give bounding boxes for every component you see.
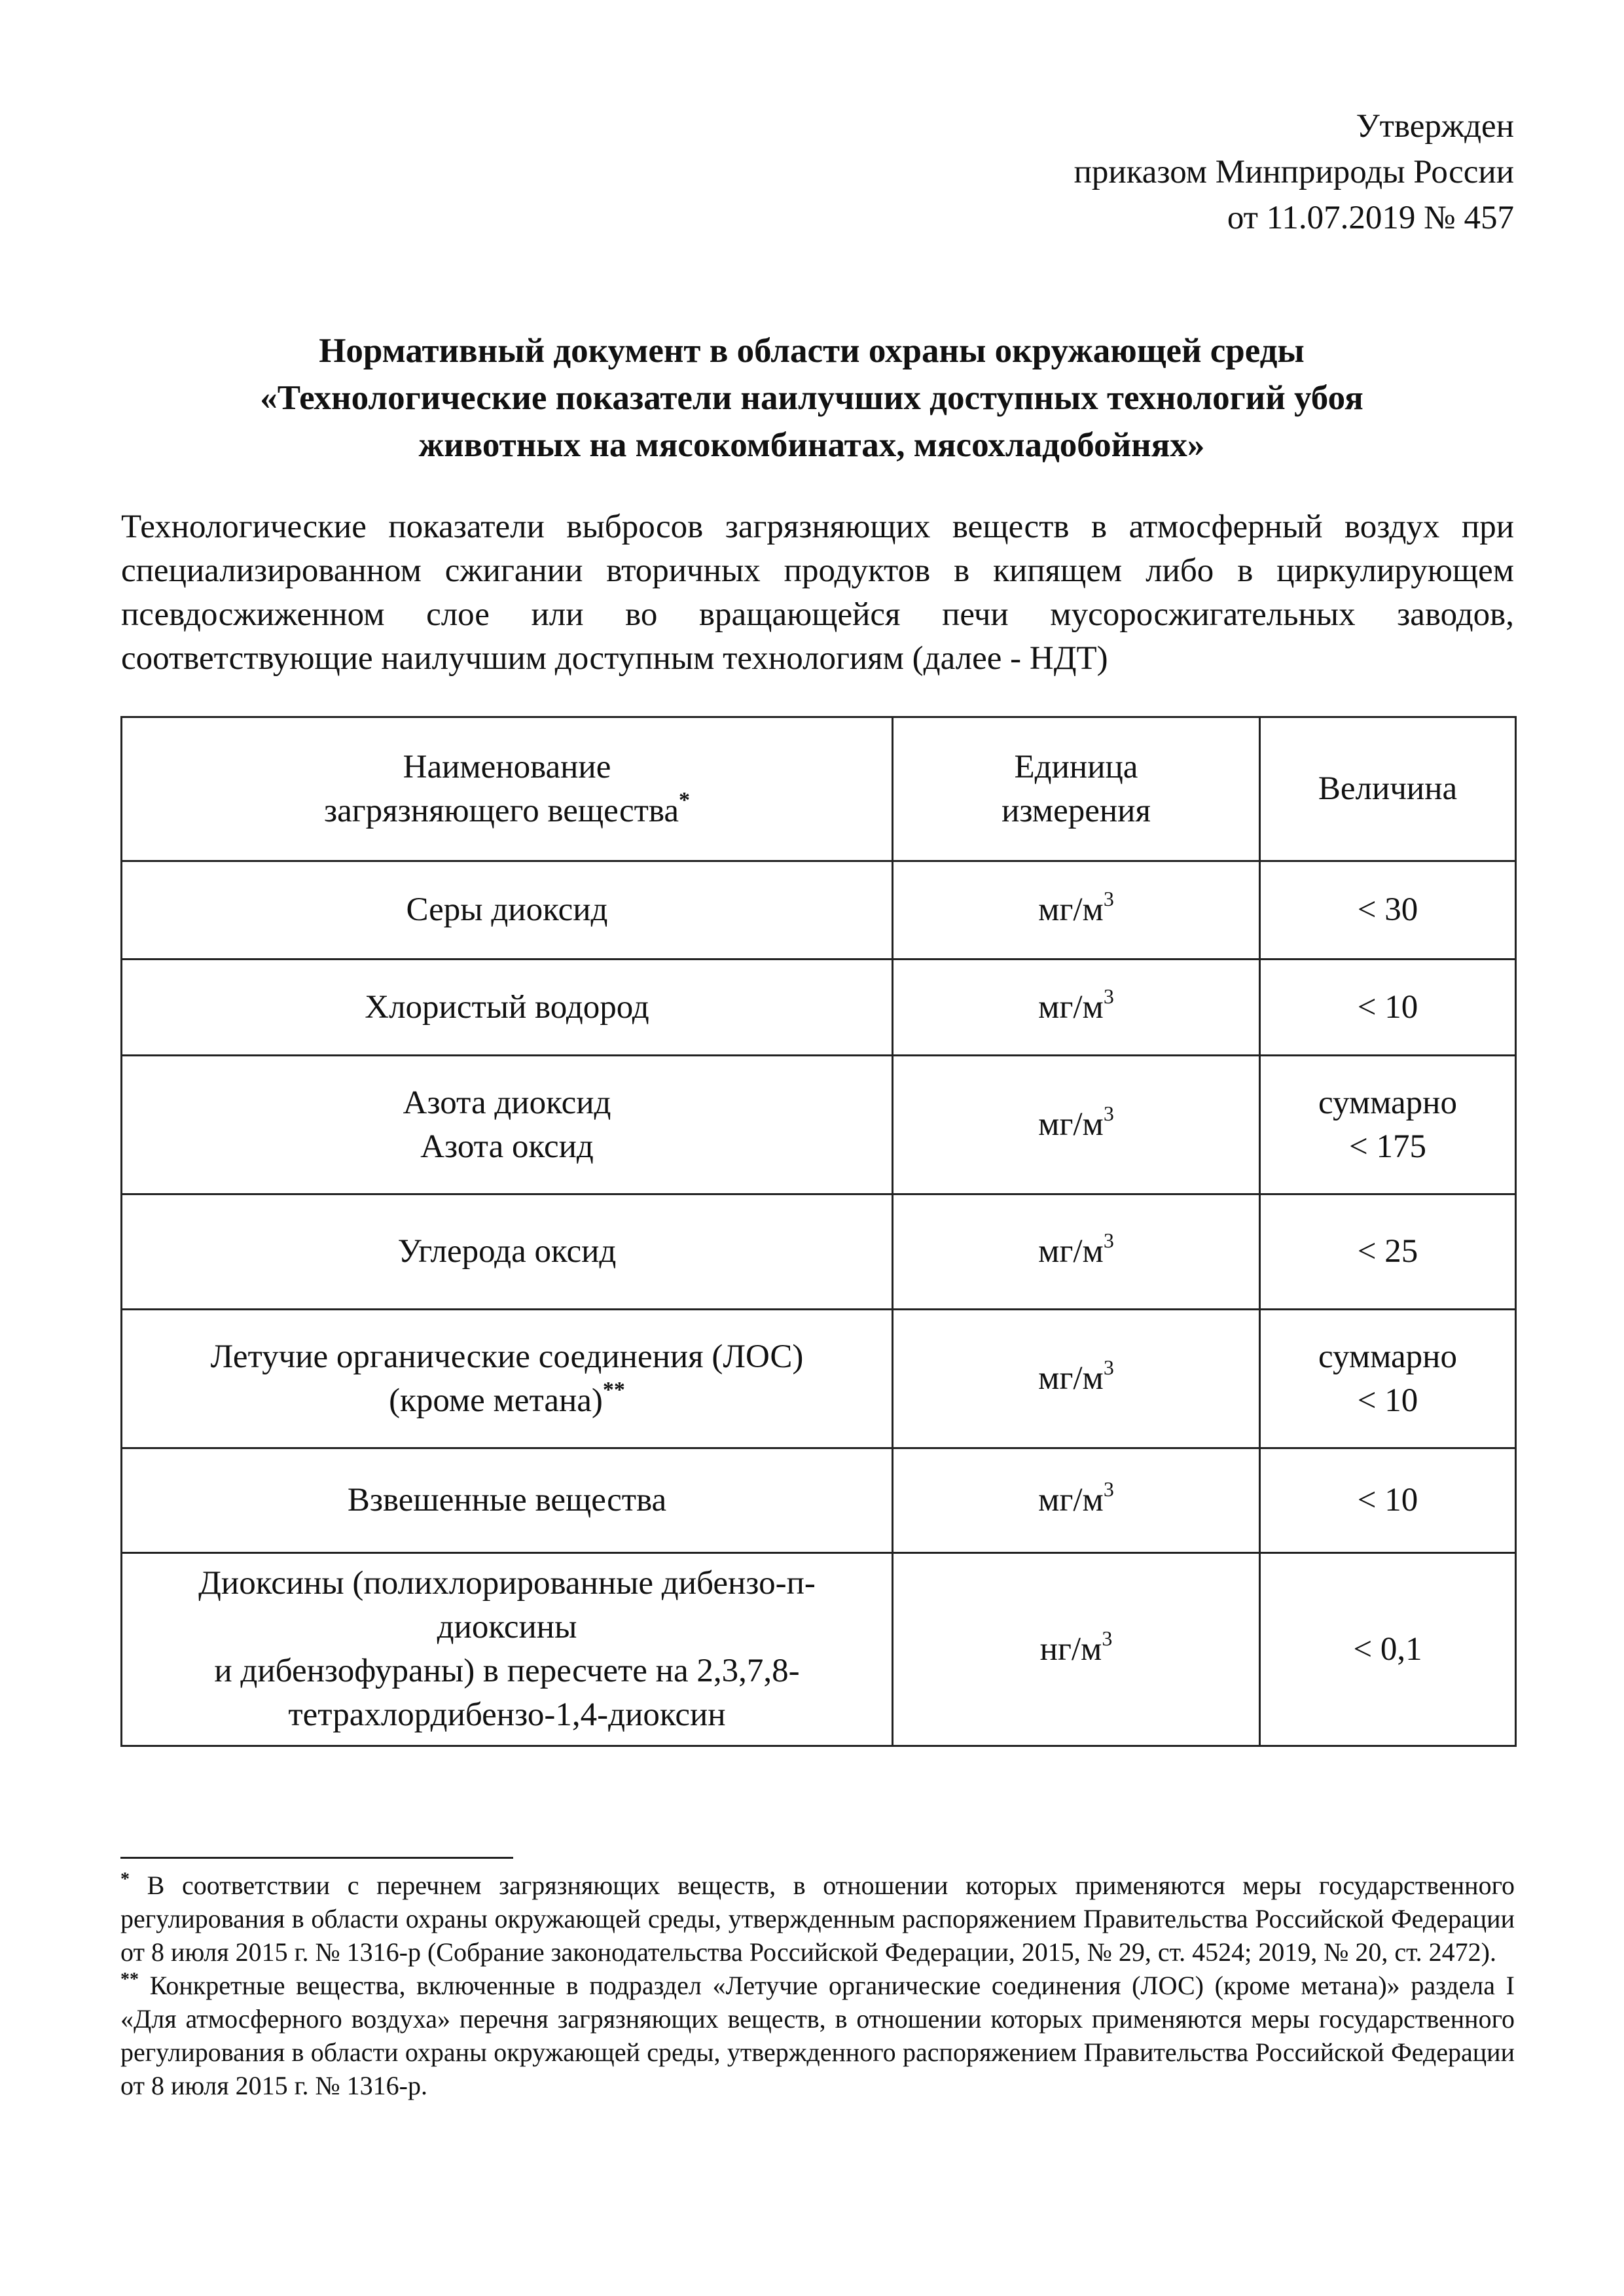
header-name-line-1: Наименование xyxy=(403,748,611,785)
value-line: < 25 xyxy=(1357,1233,1418,1270)
title-line-2: «Технологические показатели наилучших доступных технологий убоя xyxy=(260,379,1363,417)
value-cell xyxy=(1260,1194,1516,1310)
value-cell xyxy=(1260,960,1516,1056)
unit-exponent: 3 xyxy=(1103,1355,1114,1379)
unit-cell xyxy=(893,1056,1260,1194)
unit-text: мг/м xyxy=(1038,891,1104,928)
table-row xyxy=(122,1056,1516,1194)
footnote-1 xyxy=(120,1869,1515,1969)
value-line: < 0,1 xyxy=(1353,1630,1422,1668)
value-line: < 10 xyxy=(1357,1482,1418,1518)
substance-name-line: Углерода оксид xyxy=(397,1233,617,1270)
unit-cell xyxy=(893,861,1260,960)
pollutants-table xyxy=(120,716,1517,1747)
substance-name-cell xyxy=(122,861,893,960)
header-name-cell xyxy=(122,717,893,861)
value-line: < 10 xyxy=(1357,1382,1418,1419)
footnotes xyxy=(120,1869,1515,2102)
value-cell xyxy=(1260,1310,1516,1448)
unit-cell xyxy=(893,1448,1260,1553)
unit-exponent: 3 xyxy=(1103,1229,1114,1252)
value-cell xyxy=(1260,1056,1516,1194)
substance-name-line: тетрахлордибензо-1,4-диоксин xyxy=(288,1696,726,1733)
substance-name-cell xyxy=(122,1553,893,1746)
footnote-1-mark: * xyxy=(120,1869,130,1890)
title-line-1: Нормативный документ в области охраны окружающей среды xyxy=(319,332,1305,370)
value-cell xyxy=(1260,861,1516,960)
table-row xyxy=(122,1553,1516,1746)
approval-block xyxy=(1074,103,1514,241)
substance-name-cell xyxy=(122,1448,893,1553)
substance-name-line: и дибензофураны) в пересчете на 2,3,7,8- xyxy=(214,1653,800,1689)
title-line-3: животных на мясокомбинатах, мясохладобойнях» xyxy=(418,426,1205,464)
substance-name-line: Диоксины (полихлорированные дибензо-п-диоксины xyxy=(198,1565,816,1645)
unit-cell xyxy=(893,1310,1260,1448)
value-line: < 10 xyxy=(1357,988,1418,1026)
unit-cell xyxy=(893,1553,1260,1746)
table-row xyxy=(122,1310,1516,1448)
header-value-cell: Величина xyxy=(1260,717,1516,861)
unit-text: мг/м xyxy=(1038,1360,1104,1397)
substance-name-line: Летучие органические соединения (ЛОС) xyxy=(210,1338,804,1375)
substance-name-line: Серы диоксид xyxy=(406,891,608,928)
substance-name-line-marked xyxy=(134,1379,880,1423)
substance-name-cell xyxy=(122,960,893,1056)
table-row xyxy=(122,1194,1516,1310)
unit-text: мг/м xyxy=(1038,988,1104,1026)
unit-exponent: 3 xyxy=(1103,1477,1114,1501)
unit-text: мг/м xyxy=(1038,1233,1104,1270)
unit-text: мг/м xyxy=(1038,1482,1104,1518)
substance-name-cell xyxy=(122,1056,893,1194)
table-row xyxy=(122,861,1516,960)
value-line: < 30 xyxy=(1357,891,1418,928)
footnote-2 xyxy=(120,1969,1515,2102)
approval-line-2: приказом Минприроды России xyxy=(1074,154,1514,190)
footnote-mark: * xyxy=(679,787,691,812)
substance-name-line: Хлористый водород xyxy=(365,988,649,1026)
unit-cell xyxy=(893,960,1260,1056)
unit-exponent: 3 xyxy=(1103,984,1114,1008)
substance-name-line: Взвешенные вещества xyxy=(347,1482,667,1518)
footnote-2-text: Конкретные вещества, включенные в подраздел «Летучие органические соединения (ЛОС) (кроме метана)» раздела I «Для атмосферного воздуха» перечня загрязняющих веществ, в отношении которых применяются меры государственного регулирования в области охраны окружающей среды, утвержденного распоряжением Правительства Российской Федерации от 8 июля 2015 г. № 1316-р. xyxy=(120,1971,1515,2100)
header-unit-line-1: Единица xyxy=(1014,748,1138,785)
footnote-1-text: В соответствии с перечнем загрязняющих веществ, в отношении которых применяются меры государственного регулирования в области охраны окружающей среды, утвержденным распоряжением Правительства Российской Федерации от 8 июля 2015 г. № 1316-р (Собрание законодательства Российской Федерации, 2015, № 29, ст. 4524; 2019, № 20, ст. 2472). xyxy=(120,1871,1515,1967)
substance-name-line: Азота оксид xyxy=(420,1128,594,1165)
table-row xyxy=(122,960,1516,1056)
intro-paragraph: Технологические показатели выбросов загрязняющих веществ в атмосферный воздух при специализированном сжигании вторичных продуктов в кипящем либо в циркулирующем псевдосжиженном слое или во вращающейся печи мусоросжигательных заводов, соответствующие наилучшим доступным технологиям (далее - НДТ) xyxy=(121,509,1514,677)
unit-exponent: 3 xyxy=(1103,887,1114,910)
table-header-row xyxy=(122,717,1516,861)
footnote-mark: ** xyxy=(602,1377,625,1402)
header-name-line-2 xyxy=(134,789,880,833)
unit-exponent: 3 xyxy=(1103,1102,1114,1125)
header-name-line-2-text: загрязняющего вещества xyxy=(323,792,679,829)
value-cell xyxy=(1260,1448,1516,1553)
unit-cell xyxy=(893,1194,1260,1310)
header-unit-cell xyxy=(893,717,1260,861)
approval-line-1: Утвержден xyxy=(1356,108,1514,145)
substance-name-line: Азота диоксид xyxy=(403,1084,611,1121)
document-title xyxy=(79,327,1545,469)
footnote-2-mark: ** xyxy=(120,1969,139,1990)
approval-line-3: от 11.07.2019 № 457 xyxy=(1227,200,1514,236)
value-cell xyxy=(1260,1553,1516,1746)
value-line: суммарно xyxy=(1318,1338,1457,1375)
unit-text: нг/м xyxy=(1039,1630,1102,1668)
substance-name-cell xyxy=(122,1310,893,1448)
substance-name-line: (кроме метана) xyxy=(389,1382,603,1419)
value-line: < 175 xyxy=(1348,1128,1426,1165)
value-line: суммарно xyxy=(1318,1084,1457,1121)
table-row xyxy=(122,1448,1516,1553)
header-unit-line-2: измерения xyxy=(1001,792,1151,829)
footnote-separator xyxy=(120,1857,513,1859)
substance-name-cell xyxy=(122,1194,893,1310)
unit-exponent: 3 xyxy=(1102,1626,1113,1650)
unit-text: мг/м xyxy=(1038,1106,1104,1143)
